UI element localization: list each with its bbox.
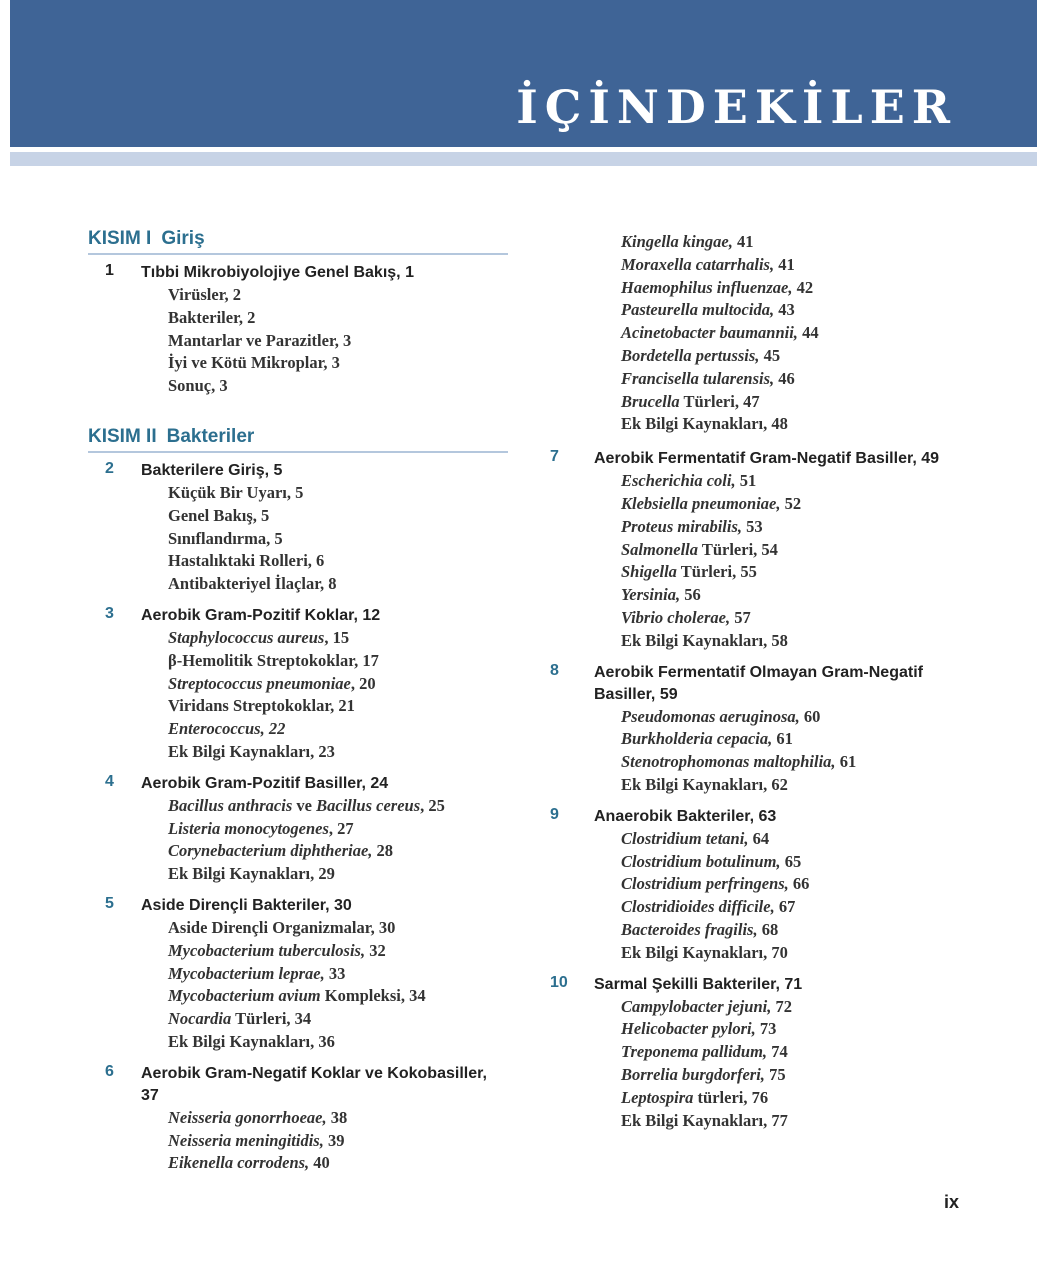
section-text: 61 [835,752,857,772]
toc-section[interactable] [621,516,988,539]
chapter-number: 1 [105,262,114,279]
section-text: 44 [797,323,819,343]
organism-name: Bacillus cereus [316,795,421,815]
section-text: Sonuç, 3 [168,376,228,396]
organism-name: Stenotrophomonas maltophilia, [621,752,836,772]
organism-name: Moraxella catarrhalis, [621,254,775,274]
toc-section[interactable] [621,751,988,774]
section-text: Hastalıktaki Rolleri, 6 [168,551,325,571]
part-name: Bakteriler [166,425,255,447]
section-text: , 15 [324,627,350,647]
chapter-number: 5 [105,894,114,912]
section-text: ve [292,795,317,815]
page-number: ix [944,1192,960,1212]
toc-section[interactable] [168,375,508,398]
toc-section[interactable] [621,873,988,896]
chapter-title[interactable]: Aerobik Fermentatif Olmayan Gram-Negatif Basiller, 59 [594,663,923,703]
toc-section[interactable] [621,1018,988,1041]
toc-section[interactable] [168,795,508,818]
section-text: Ek Bilgi Kaynakları, 58 [621,630,788,650]
organism-name: Staphylococcus aureus [168,627,325,647]
section-text: , 25 [420,795,445,815]
toc-section[interactable] [168,985,508,1008]
page-title: İÇİNDEKİLER [516,80,957,134]
toc-section[interactable] [621,584,988,607]
section-text: Kompleksi, 34 [320,986,426,1006]
section-text: Virüsler, 2 [168,285,242,304]
chapter-7 [548,448,988,652]
section-text: Türleri, 54 [698,539,778,559]
chapter-6-continued [548,231,988,436]
organism-name: Leptospira [621,1087,694,1107]
organism-name: Listeria monocytogenes [168,818,329,838]
chapter-6 [88,1063,508,1175]
part-name: Giriş [161,228,205,249]
toc-section[interactable] [621,1064,988,1087]
chapter-number: 9 [550,805,559,823]
toc-section[interactable] [621,996,988,1019]
organism-name: Mycobacterium tuberculosis, [168,940,366,960]
chapter-3 [88,605,508,764]
toc-section[interactable] [168,917,508,940]
part-2-chapters-left [88,460,508,1175]
organism-name: Campylobacter jejuni, [621,996,772,1016]
organism-name: Pasteurella multocida, [621,300,775,320]
organism-name: Brucella [621,391,680,411]
section-text: 68 [757,919,779,939]
toc-section[interactable] [621,470,988,493]
part-1 [88,228,508,398]
organism-name: Mycobacterium avium [168,986,321,1006]
toc-section[interactable] [168,330,508,353]
organism-name: Escherichia coli, [621,471,736,491]
toc-section[interactable] [621,1087,988,1110]
section-text: 60 [799,706,821,726]
chapter-number: 4 [105,772,114,790]
organism-name: Helicobacter pylori, [621,1019,756,1039]
toc-section[interactable] [168,741,508,764]
toc-section[interactable] [168,482,508,505]
toc-section[interactable] [621,322,988,345]
toc-section[interactable] [168,673,508,696]
toc-section[interactable] [168,627,508,650]
toc-section[interactable] [168,1130,508,1153]
organism-name: Nocardia [168,1009,232,1029]
toc-section[interactable] [621,277,988,300]
section-text: 40 [309,1153,330,1173]
chapter-2 [88,460,508,596]
toc-section[interactable] [168,550,508,573]
toc-section[interactable] [621,728,988,751]
toc-section[interactable] [621,828,988,851]
section-text: 53 [742,516,763,536]
organism-name: Bacteroides fragilis, [621,919,758,939]
toc-column-left [88,228,508,1184]
section-text: 73 [755,1019,777,1039]
toc-section[interactable] [168,573,508,596]
section-text: 43 [774,300,795,320]
toc-section[interactable] [621,368,988,391]
chapter-title[interactable]: Aerobik Gram-Negatif Koklar ve Kokobasiller, 37 [141,1064,487,1104]
section-text: β-Hemolitik Streptokoklar, 17 [168,650,379,670]
part-heading [88,228,508,255]
toc-section[interactable] [621,231,988,254]
organism-name: Corynebacterium diphtheriae, [168,841,373,861]
section-text: Ek Bilgi Kaynakları, 23 [168,741,335,761]
section-text: türleri, 76 [693,1087,769,1107]
toc-section[interactable] [168,840,508,863]
section-text: 42 [792,277,814,297]
toc-section[interactable] [168,1031,508,1054]
chapter-number: 8 [550,661,559,679]
toc-section[interactable] [168,940,508,963]
organism-name: Burkholderia cepacia, [621,729,773,749]
section-text: Küçük Bir Uyarı, 5 [168,482,304,502]
organism-name: Clostridium botulinum, [621,851,781,871]
header-strip [10,152,1037,166]
chapter-9 [548,806,988,965]
toc-section[interactable] [168,1107,508,1130]
section-text: , 27 [328,818,354,838]
toc-section[interactable] [168,1152,508,1175]
section-text: 33 [324,963,346,983]
section-text: 75 [764,1064,786,1084]
section-text: Türleri, 55 [676,562,757,582]
organism-name: Acinetobacter baumannii, [621,323,798,343]
organism-name: Neisseria meningitidis, [168,1130,324,1150]
organism-name: Pseudomonas aeruginosa, [621,706,800,726]
section-text: 67 [774,897,796,917]
section-text: 41 [774,254,795,274]
organism-name: Bacillus anthracis [168,795,293,815]
section-text: 46 [774,368,795,388]
organism-name: Klebsiella pneumoniae, [621,493,781,513]
toc-section[interactable] [621,345,988,368]
section-text: 41 [732,232,754,251]
chapter-10 [548,974,988,1133]
toc-section[interactable] [621,493,988,516]
toc-section[interactable] [168,818,508,841]
section-text: 51 [735,471,757,491]
toc-section[interactable] [168,718,508,741]
toc-section[interactable] [621,539,988,562]
section-text: 72 [771,996,792,1016]
toc-section[interactable] [168,505,508,528]
toc-section[interactable] [168,695,508,718]
chapter-title[interactable]: Sarmal Şekilli Bakteriler, 71 [594,975,803,993]
organism-name: Haemophilus influenzae, [621,277,793,297]
chapter-1 [88,262,508,398]
part-heading [88,426,508,453]
toc-section[interactable] [621,774,988,797]
chapter-title[interactable]: Aside Dirençli Bakteriler, 30 [141,896,352,914]
section-text: Antibakteriyel İlaçlar, 8 [168,574,337,594]
organism-name: Vibrio cholerae, [621,607,731,627]
section-text: Ek Bilgi Kaynakları, 70 [621,942,788,962]
section-text: 45 [759,345,781,365]
toc-section[interactable] [621,706,988,729]
part-label: KISIM I [88,228,152,249]
section-text: 56 [680,585,701,605]
toc-section[interactable] [621,607,988,630]
organism-name: Salmonella [621,539,699,559]
chapter-4 [88,773,508,886]
section-text: 39 [323,1130,345,1150]
chapter-number: 3 [105,604,114,622]
section-text: 38 [326,1107,348,1127]
toc-section[interactable] [621,896,988,919]
toc-section[interactable] [621,851,988,874]
section-text: Ek Bilgi Kaynakları, 48 [621,414,788,434]
organism-name: Streptococcus pneumoniae [168,673,351,693]
organism-name: Clostridium perfringens, [621,874,789,894]
section-text: 57 [730,607,751,627]
organism-name: Borrelia burgdorferi, [621,1064,765,1084]
part-1-chapters [88,262,508,398]
section-text: Ek Bilgi Kaynakları, 29 [168,864,335,884]
section-text: 65 [780,851,802,871]
part-label: KISIM II [88,425,157,447]
header-banner [10,0,1037,147]
organism-name: Kingella kingae, [621,232,733,251]
toc-section[interactable] [621,561,988,584]
organism-name: Yersinia, [621,585,681,605]
toc-section[interactable] [621,1110,988,1133]
section-text: 61 [772,729,793,749]
chapter-number: 7 [550,448,559,466]
organism-name: Bordetella pertussis, [621,345,760,365]
section-text: 74 [767,1042,788,1062]
toc-column-right [548,231,988,1141]
part-2-chapters-right [548,448,988,1132]
toc-section[interactable] [621,413,988,436]
toc-section[interactable] [168,307,508,330]
chapter-number: 10 [550,973,568,991]
section-text: Ek Bilgi Kaynakları, 77 [621,1110,788,1130]
toc-section[interactable] [168,284,508,307]
organism-name: Eikenella corrodens, [168,1153,310,1173]
chapter-title[interactable]: Anaerobik Bakteriler, 63 [594,807,777,825]
section-text: 32 [365,940,386,960]
section-text: 66 [788,874,810,894]
section-text: Ek Bilgi Kaynakları, 62 [621,774,788,794]
section-text: Genel Bakış, 5 [168,505,270,525]
section-text: Mantarlar ve Parazitler, 3 [168,330,352,350]
organism-name: Mycobacterium leprae, [168,963,325,983]
organism-name: Enterococcus, 22 [168,719,286,739]
organism-name: Proteus mirabilis, [621,516,743,536]
part-2 [88,426,508,1175]
organism-name: Neisseria gonorrhoeae, [168,1107,327,1127]
organism-name: Clostridium tetani, [621,828,749,848]
chapter-title[interactable]: Aerobik Gram-Pozitif Basiller, 24 [141,774,389,792]
toc-section[interactable] [621,942,988,965]
chapter-8 [548,662,988,797]
chapter-title[interactable]: Aerobik Fermentatif Gram-Negatif Basiller, 49 [594,450,939,468]
chapter-title[interactable]: Tıbbi Mikrobiyolojiye Genel Bakış, 1 [141,264,414,281]
toc-section[interactable] [621,919,988,942]
chapter-number: 6 [105,1062,114,1080]
section-text: Türleri, 47 [679,391,760,411]
section-text: Ek Bilgi Kaynakları, 36 [168,1031,335,1051]
organism-name: Francisella tularensis, [621,368,775,388]
organism-name: Shigella [621,562,677,582]
toc-section[interactable] [621,299,988,322]
toc-section[interactable] [168,650,508,673]
section-text: 64 [748,828,770,848]
chapter-title[interactable]: Aerobik Gram-Pozitif Koklar, 12 [141,606,381,624]
section-text: İyi ve Kötü Mikroplar, 3 [168,353,340,373]
section-text: Aside Dirençli Organizmalar, 30 [168,917,396,937]
section-text: 28 [372,841,394,861]
toc-section[interactable] [168,528,508,551]
toc-section[interactable] [168,352,508,375]
toc-section[interactable] [168,863,508,886]
toc-section[interactable] [168,1008,508,1031]
toc-section[interactable] [621,630,988,653]
section-text: Bakteriler, 2 [168,307,256,327]
section-text: 52 [780,493,802,513]
section-text: Viridans Streptokoklar, 21 [168,696,355,716]
chapter-title[interactable]: Bakterilere Giriş, 5 [141,461,283,479]
toc-section[interactable] [621,1041,988,1064]
chapter-number: 2 [105,459,114,477]
toc-section[interactable] [168,963,508,986]
chapter-5 [88,895,508,1054]
toc-section[interactable] [621,254,988,277]
section-text: Türleri, 34 [231,1009,312,1029]
organism-name: Clostridioides difficile, [621,897,775,917]
section-text: Sınıflandırma, 5 [168,528,283,548]
section-text: , 20 [350,673,376,693]
organism-name: Treponema pallidum, [621,1042,768,1062]
toc-section[interactable] [621,391,988,414]
